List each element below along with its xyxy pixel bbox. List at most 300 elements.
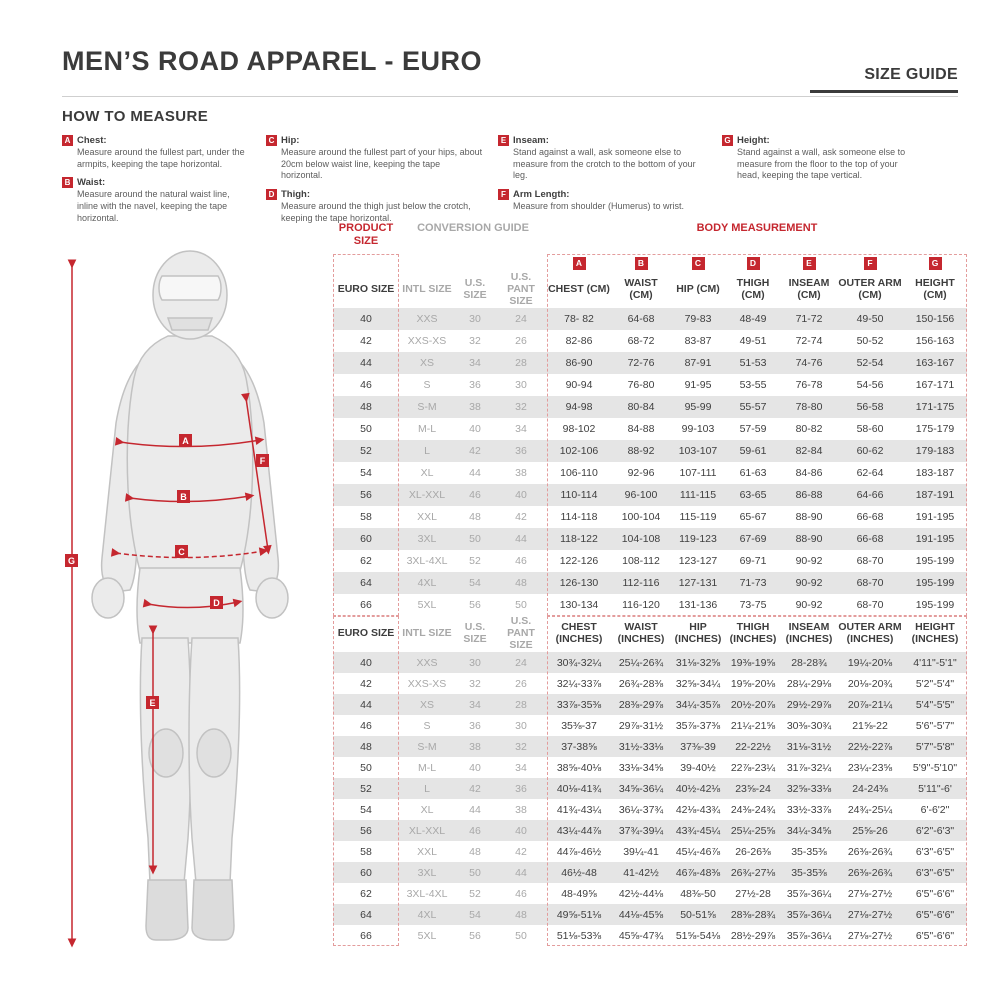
table-cell: 46 (515, 555, 527, 567)
table-cell: 111-115 (679, 489, 717, 501)
table-cell: 24⅜-24¾ (730, 803, 776, 816)
table-cell: 56-58 (856, 401, 884, 413)
column-header: U.S. SIZE (463, 277, 487, 301)
table-cell: 37¾-39¼ (618, 824, 664, 837)
table-group-header (333, 222, 967, 254)
column-header: HEIGHT (INCHES) (911, 621, 959, 645)
instruction-name: Height: (737, 135, 770, 146)
table-cell: 30 (469, 656, 481, 669)
table-cell: 28-28¾ (791, 656, 827, 669)
table-cell: 116-120 (622, 599, 660, 611)
table-cell: 50 (360, 423, 372, 435)
table-cell: 42 (515, 845, 527, 858)
table-cell: 50 (360, 761, 372, 774)
table-cell: 46½-48 (561, 866, 597, 879)
inch-section (333, 616, 967, 946)
table-cell: 33½-33⅞ (786, 803, 832, 816)
column-header: THIGH (CM) (736, 277, 770, 301)
table-cell: 35⅞-36¼ (786, 887, 832, 900)
table-cell: 69-71 (739, 555, 767, 567)
column-header: INTL SIZE (402, 283, 452, 296)
letter-badge: A (62, 135, 73, 146)
table-cell: 42 (469, 782, 481, 795)
letter-badge: G (722, 135, 733, 146)
table-cell: 30 (515, 379, 527, 391)
table-row (333, 652, 967, 673)
table-cell: S-M (417, 401, 437, 413)
table-cell: 37-38⅝ (561, 740, 597, 753)
measure-instructions (62, 135, 910, 231)
table-cell: 48 (515, 577, 527, 589)
table-cell: 50 (469, 533, 481, 545)
table-cell: 26-26⅜ (735, 845, 771, 858)
instruction-name: Chest: (77, 135, 107, 146)
table-cell: 50-51⅝ (680, 908, 716, 921)
table-row (333, 883, 967, 904)
table-cell: 35⅞-36¼ (786, 929, 832, 942)
instruction-item (498, 189, 708, 213)
table-cell: 54-56 (856, 379, 884, 391)
table-row (333, 572, 967, 594)
table-cell: 27½-28 (735, 887, 771, 900)
table-cell: 57-59 (739, 423, 767, 435)
table-cell: 31⅞-32¼ (786, 761, 832, 774)
table-cell: 5'9"-5'10" (912, 761, 958, 774)
table-cell: 179-183 (915, 445, 955, 457)
table-cell: 80-82 (795, 423, 823, 435)
table-cell: 68-70 (856, 577, 884, 589)
table-cell: 46 (360, 379, 372, 391)
table-cell: 28 (515, 698, 527, 711)
size-table (333, 222, 967, 946)
table-cell: 25¼-25⅝ (730, 824, 776, 837)
table-cell: 35-35⅜ (791, 866, 827, 879)
table-cell: 48 (469, 511, 481, 523)
table-cell: 5XL (417, 929, 437, 942)
table-cell: 45¼-46⅞ (675, 845, 721, 858)
table-cell: 82-84 (795, 445, 823, 457)
table-cell: 44 (515, 866, 527, 879)
table-row (333, 757, 967, 778)
instruction-name: Arm Length: (513, 189, 570, 201)
table-cell: 64 (360, 577, 372, 589)
table-cell: 22⅞-23¼ (730, 761, 776, 774)
letter-badge: E (803, 257, 816, 270)
table-cell: 34⅝-36¼ (618, 782, 664, 795)
table-cell: 50 (515, 929, 527, 942)
table-cell: 39¼-41 (623, 845, 659, 858)
letter-badge: B (635, 257, 648, 270)
instruction-name: Inseam: (513, 135, 549, 146)
column-header-row (333, 272, 967, 308)
table-cell: 26⅜-26¾ (847, 845, 893, 858)
table-row (333, 418, 967, 440)
table-cell: 56 (360, 824, 372, 837)
table-row (333, 862, 967, 883)
instruction-text: Measure around the fullest part of your hips, about 20cm below waist line, keeping the tape horizontal. (281, 147, 483, 181)
table-cell: 79-83 (684, 313, 712, 325)
table-cell: 156-163 (915, 335, 955, 347)
table-cell: 5'6"-5'7" (915, 719, 955, 732)
instruction-text: Measure around the natural waist line, inline with the navel, keeping the tape horizontal. (77, 189, 230, 223)
table-row (333, 736, 967, 757)
table-cell: 36 (515, 782, 527, 795)
instruction-text: Stand against a wall, ask someone else to measure from the crotch to the bottom of your leg. (513, 147, 696, 181)
table-cell: 68-70 (856, 599, 884, 611)
instruction-column (266, 135, 484, 231)
column-header: INSEAM (INCHES) (785, 621, 833, 645)
table-cell: 44 (469, 467, 481, 479)
table-cell: XXS-XS (407, 677, 447, 690)
group-product-size: PRODUCT SIZE (338, 222, 394, 247)
table-cell: 34 (515, 761, 527, 774)
table-cell: 42 (360, 335, 372, 347)
table-cell: 5'2"-5'4" (915, 677, 955, 690)
table-cell: 42 (515, 511, 527, 523)
table-cell: S-M (417, 740, 437, 753)
table-cell: 50-52 (856, 335, 884, 347)
table-cell: 35⅞-37⅜ (675, 719, 721, 732)
column-header: WAIST (INCHES) (617, 621, 665, 645)
table-cell: 19⅜-19⅝ (730, 656, 776, 669)
table-cell: 32⅝-33⅛ (786, 782, 832, 795)
table-row (333, 330, 967, 352)
table-cell: 43¾-45¼ (675, 824, 721, 837)
table-cell: 191-195 (915, 533, 955, 545)
table-cell: 4'11"-5'1" (913, 656, 957, 669)
table-row (333, 904, 967, 925)
table-cell: 31½-33⅛ (618, 740, 664, 753)
table-cell: 67-69 (739, 533, 767, 545)
table-cell: 3XL-4XL (406, 555, 448, 567)
table-cell: 38 (515, 803, 527, 816)
table-row (333, 550, 967, 572)
table-cell: M-L (417, 423, 437, 435)
table-cell: 30 (515, 719, 527, 732)
table-cell: 88-90 (795, 533, 823, 545)
table-cell: 42 (469, 445, 481, 457)
table-cell: 51-53 (739, 357, 767, 369)
table-cell: S (423, 719, 431, 732)
table-cell: 63-65 (739, 489, 767, 501)
table-cell: 40 (360, 313, 372, 325)
table-row (333, 462, 967, 484)
table-cell: 62 (360, 887, 372, 900)
table-cell: 84-86 (795, 467, 823, 479)
table-cell: 150-156 (915, 313, 955, 325)
group-conversion-guide: CONVERSION GUIDE (417, 222, 529, 234)
table-cell: 90-92 (795, 555, 823, 567)
table-cell: 50 (515, 599, 527, 611)
table-cell: 37⅜-39 (680, 740, 716, 753)
letter-badge: D (747, 257, 760, 270)
letter-badge: C (692, 257, 705, 270)
table-cell: 43¼-44⅞ (556, 824, 602, 837)
table-cell: 28⅜-28¾ (730, 908, 776, 921)
table-cell: 22-22½ (735, 740, 771, 753)
table-cell: 66 (360, 929, 372, 942)
table-cell: 30 (469, 313, 481, 325)
instruction-item (266, 135, 484, 182)
table-cell: 108-112 (622, 555, 660, 567)
table-cell: 25¼-26¾ (618, 656, 664, 669)
instruction-text: Stand against a wall, ask someone else to measure from the floor to the top of your head, keeping the tape vertical. (737, 147, 906, 181)
table-cell: 38⅝-40⅛ (556, 761, 602, 774)
table-cell: S (423, 379, 431, 391)
table-cell: L (424, 445, 430, 457)
instruction-item (266, 189, 484, 224)
table-cell: 90-92 (795, 577, 823, 589)
table-cell: 183-187 (915, 467, 955, 479)
table-cell: 58 (360, 511, 372, 523)
table-cell: 118-122 (560, 533, 598, 545)
table-cell: 20⅞-21¼ (847, 698, 893, 711)
table-cell: 95-99 (684, 401, 712, 413)
table-cell: 24¾-25¼ (847, 803, 893, 816)
table-cell: 102-106 (559, 445, 599, 457)
table-cell: 35⅜-37 (561, 719, 597, 732)
instruction-text: Measure from shoulder (Humerus) to wrist. (513, 201, 685, 212)
table-cell: 40 (515, 824, 527, 837)
page-title: MEN’S ROAD APPAREL - EURO (62, 46, 483, 76)
table-row (333, 528, 967, 550)
table-cell: 122-126 (559, 555, 599, 567)
table-cell: 6'5"-6'6" (915, 929, 955, 942)
table-cell: 32⅝-34¼ (675, 677, 721, 690)
table-cell: 45⅝-47¾ (618, 929, 664, 942)
table-cell: 5XL (417, 599, 437, 611)
svg-text:G: G (67, 556, 76, 566)
table-cell: 52 (469, 887, 481, 900)
table-cell: 32 (515, 401, 527, 413)
table-cell: 6'5"-6'6" (915, 908, 955, 921)
table-cell: 34¼-34⅝ (786, 824, 832, 837)
table-cell: 32 (469, 335, 481, 347)
table-cell: 74-76 (795, 357, 823, 369)
rider-figure (50, 238, 342, 956)
column-header: CHEST (CM) (548, 283, 610, 296)
table-row (333, 308, 967, 330)
table-cell: 64-66 (856, 489, 884, 501)
table-cell: 54 (360, 803, 372, 816)
measurement-letter-row (333, 254, 967, 272)
table-cell: 94-98 (565, 401, 593, 413)
table-cell: 60-62 (856, 445, 884, 457)
table-cell: 24 (515, 313, 527, 325)
table-cell: 4XL (417, 908, 437, 921)
column-header: INSEAM (CM) (788, 277, 830, 301)
table-cell: 131-136 (678, 599, 718, 611)
table-cell: 52 (360, 445, 372, 457)
table-cell: 33⅛-34⅝ (618, 761, 664, 774)
table-cell: 38 (515, 467, 527, 479)
table-cell: 65-67 (739, 511, 767, 523)
table-cell: 54 (469, 577, 481, 589)
table-cell: 5'7"-5'8" (915, 740, 955, 753)
column-header: U.S. PANT SIZE (507, 271, 535, 307)
table-cell: 114-118 (560, 511, 598, 523)
letter-badge: B (62, 177, 73, 188)
size-guide-label: SIZE GUIDE (810, 66, 958, 93)
letter-badge: E (498, 135, 509, 146)
table-cell: 27⅛-27½ (847, 908, 893, 921)
table-cell: 110-114 (560, 489, 598, 501)
table-cell: 26 (515, 677, 527, 690)
table-cell: 48-49 (739, 313, 767, 325)
table-cell: 23⅝-24 (735, 782, 771, 795)
instruction-column (62, 135, 252, 231)
table-cell: 83-87 (684, 335, 712, 347)
instruction-name: Thigh: (281, 189, 311, 201)
table-cell: 26¾-27⅛ (730, 866, 776, 879)
table-cell: 59-61 (739, 445, 767, 457)
table-cell: 6'3"-6'5" (915, 866, 955, 879)
group-body-measurement: BODY MEASUREMENT (696, 222, 818, 234)
column-header: HIP (CM) (676, 283, 720, 296)
table-cell: 26⅜-26¾ (847, 866, 893, 879)
table-cell: 167-171 (915, 379, 955, 391)
table-cell: 49-51 (739, 335, 767, 347)
table-cell: 30¾-32¼ (556, 656, 602, 669)
table-cell: 3XL (417, 533, 437, 545)
table-cell: 195-199 (915, 555, 955, 567)
table-cell: 44⅞-46½ (556, 845, 602, 858)
table-cell: 99-103 (681, 423, 715, 435)
table-cell: 72-76 (627, 357, 655, 369)
table-cell: 29½-29⅞ (786, 698, 832, 711)
column-header: HIP (INCHES) (674, 621, 722, 645)
column-header: HEIGHT (CM) (915, 277, 955, 301)
table-row (333, 374, 967, 396)
table-cell: 66-68 (856, 511, 884, 523)
table-cell: 27⅛-27½ (847, 887, 893, 900)
svg-text:D: D (213, 598, 220, 608)
table-cell: 44 (515, 533, 527, 545)
table-cell: L (424, 782, 430, 795)
table-cell: 55-57 (739, 401, 767, 413)
svg-text:C: C (178, 547, 185, 557)
table-cell: 39-40½ (680, 761, 716, 774)
table-cell: 71-73 (739, 577, 767, 589)
table-cell: XS (419, 698, 434, 711)
table-row (333, 820, 967, 841)
column-header: CHEST (INCHES) (555, 621, 603, 645)
table-cell: 19¼-20⅛ (847, 656, 893, 669)
instruction-text: Measure around the fullest part, under the armpits, keeping the tape horizontal. (77, 147, 245, 169)
table-cell: 86-88 (795, 489, 823, 501)
table-cell: 46 (360, 719, 372, 732)
letter-badge: F (498, 189, 509, 200)
table-cell: 28½-29⅞ (730, 929, 776, 942)
table-cell: 38 (469, 740, 481, 753)
instruction-text: Measure around the thigh just below the crotch, keeping the tape horizontal. (281, 201, 471, 223)
svg-text:A: A (182, 436, 189, 446)
cm-section (333, 254, 967, 616)
table-cell: XL-XXL (408, 489, 446, 501)
column-header: EURO SIZE (337, 627, 395, 640)
table-cell: 20⅛-20¾ (847, 677, 893, 690)
table-cell: 195-199 (915, 599, 955, 611)
table-cell: 38 (469, 401, 481, 413)
table-cell: 42 (360, 677, 372, 690)
table-cell: 48 (360, 401, 372, 413)
column-header-row (333, 616, 967, 652)
table-cell: 61-63 (739, 467, 767, 479)
table-cell: 26 (515, 335, 527, 347)
table-cell: 28¼-29⅛ (786, 677, 832, 690)
table-cell: 42½-44⅛ (618, 887, 664, 900)
table-cell: 19⅝-20⅛ (730, 677, 776, 690)
instruction-item (62, 177, 252, 224)
table-cell: 119-123 (679, 533, 717, 545)
instruction-column (722, 135, 910, 231)
table-cell: 51⅝-54⅛ (675, 929, 721, 942)
table-cell: 32 (515, 740, 527, 753)
table-cell: 127-131 (678, 577, 718, 589)
table-cell: 100-104 (621, 511, 661, 523)
table-cell: 107-111 (679, 467, 717, 479)
table-cell: 58 (360, 845, 372, 858)
table-cell: M-L (417, 761, 437, 774)
table-cell: 28 (515, 357, 527, 369)
instruction-item (722, 135, 910, 182)
svg-text:B: B (180, 492, 187, 502)
table-cell: 90-92 (795, 599, 823, 611)
table-cell: 103-107 (678, 445, 718, 457)
table-cell: 191-195 (915, 511, 955, 523)
table-row (333, 440, 967, 462)
table-cell: 24 (515, 656, 527, 669)
table-cell: 78- 82 (564, 313, 594, 325)
table-cell: XL (420, 467, 434, 479)
table-cell: 163-167 (915, 357, 955, 369)
table-cell: 49⅝-51⅛ (556, 908, 602, 921)
table-row (333, 778, 967, 799)
table-cell: XL-XXL (408, 824, 446, 837)
table-cell: 126-130 (559, 577, 599, 589)
table-cell: 66 (360, 599, 372, 611)
table-cell: 28⅜-29⅞ (618, 698, 664, 711)
table-cell: 49-50 (856, 313, 884, 325)
table-cell: 6'3"-6'5" (915, 845, 955, 858)
table-cell: 175-179 (915, 423, 955, 435)
table-cell: 31⅛-31½ (786, 740, 832, 753)
table-cell: 91-95 (684, 379, 712, 391)
table-cell: 22½-22⅞ (847, 740, 893, 753)
table-cell: 60 (360, 533, 372, 545)
table-row (333, 594, 967, 616)
table-row (333, 352, 967, 374)
table-cell: 20½-20⅞ (730, 698, 776, 711)
table-cell: 34 (469, 357, 481, 369)
table-cell: 3XL (417, 866, 437, 879)
table-cell: 92-96 (627, 467, 655, 479)
table-cell: 40 (360, 656, 372, 669)
column-header: WAIST (CM) (624, 277, 658, 301)
column-header: U.S. SIZE (463, 621, 487, 645)
table-cell: 46 (515, 887, 527, 900)
table-cell: XXL (417, 511, 437, 523)
table-cell: 41-42½ (623, 866, 659, 879)
table-cell: 56 (360, 489, 372, 501)
column-header: U.S. PANT SIZE (507, 615, 535, 651)
how-to-measure-heading: HOW TO MEASURE (62, 108, 209, 125)
table-cell: 35⅞-36¼ (786, 908, 832, 921)
table-cell: 46 (469, 489, 481, 501)
table-cell: 46 (469, 824, 481, 837)
table-cell: 5'4"-5'5" (915, 698, 955, 711)
table-cell: 36 (469, 379, 481, 391)
